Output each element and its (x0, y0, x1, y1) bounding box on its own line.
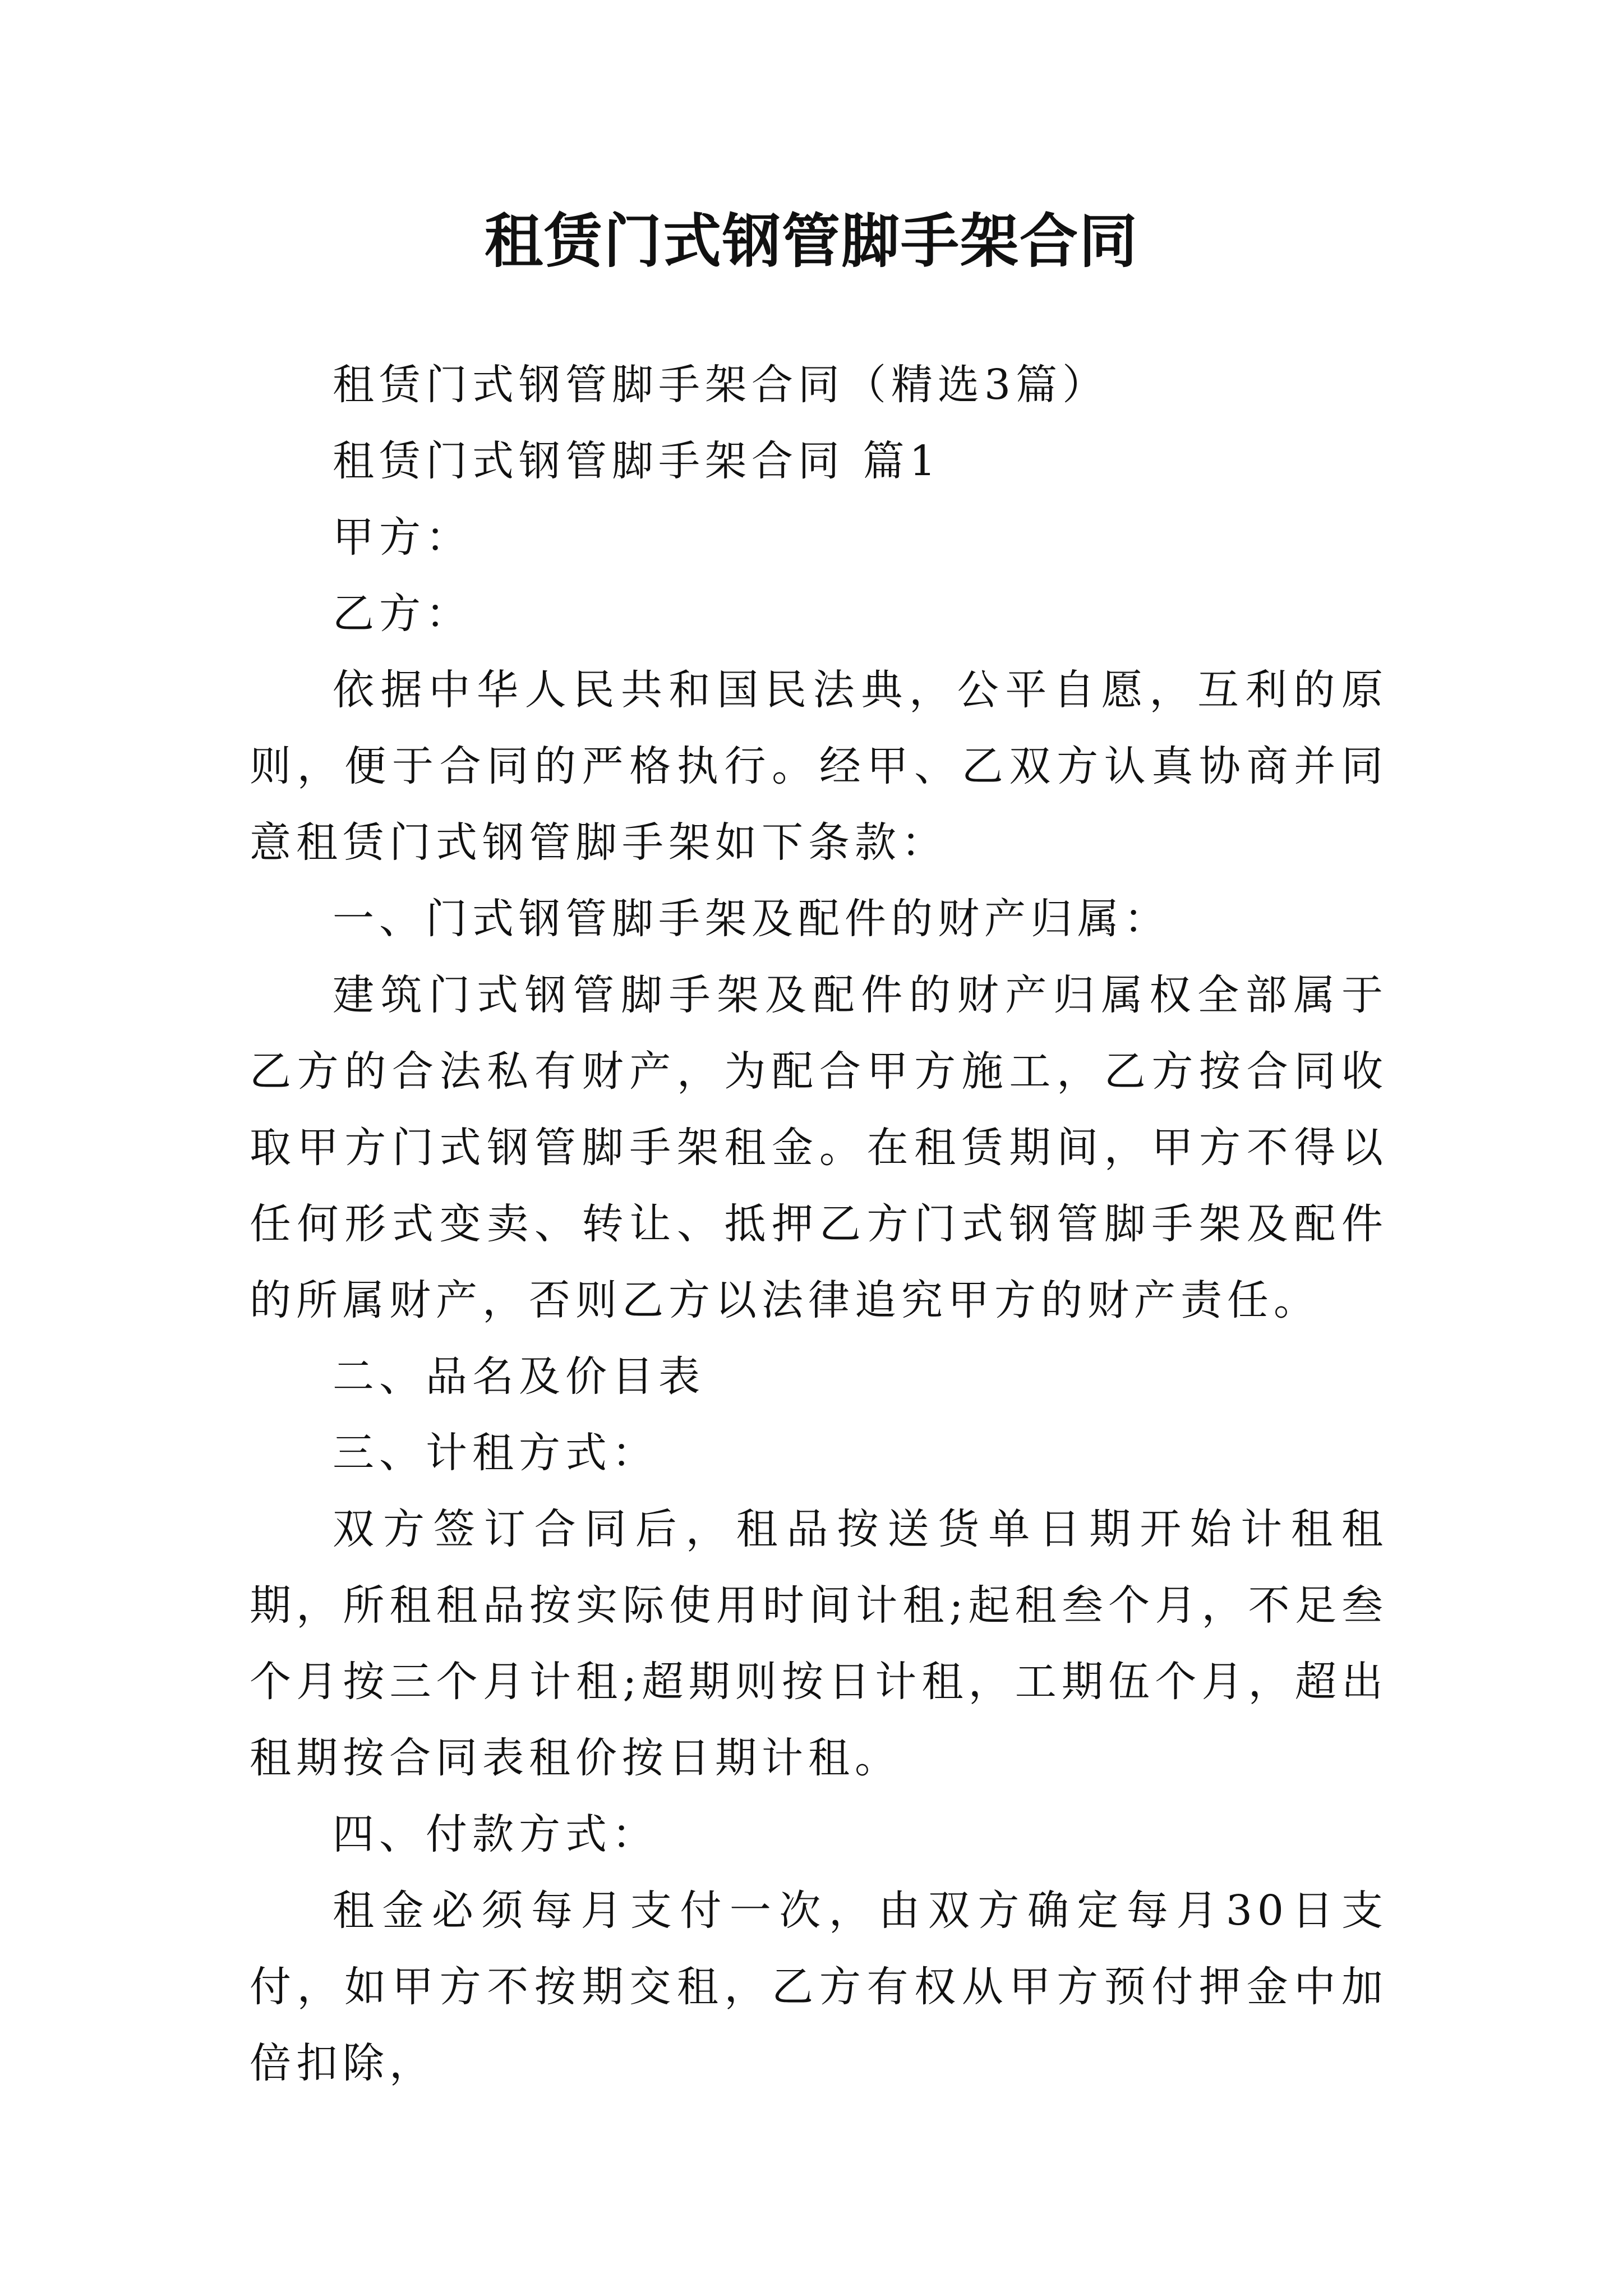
paragraph-clause-4-body: 租金必须每月支付一次，由双方确定每月30日支付，如甲方不按期交租，乙方有权从甲方预付押金中加倍扣除， (250, 1887, 1388, 2087)
paragraph-clause-2-heading: 二、品名及价目表 (333, 1352, 705, 1401)
paragraph-clause-1-heading: 一、门式钢管脚手架及配件的财产归属： (333, 895, 1170, 943)
paragraph-clause-3-body: 双方签订合同后，租品按送货单日期开始计租租期，所租租品按实际使用时间计租;起租叁个月，不足叁个月按三个月计租;超期则按日计租，工期伍个月，超出租期按合同表租价按日期计租。 (250, 1505, 1388, 1782)
document-body (250, 347, 1388, 2101)
document-title: 租赁门式钢管脚手架合同 (484, 206, 1138, 275)
paragraph-clause-3-heading: 三、计租方式： (333, 1429, 658, 1477)
paragraph-subtitle: 租赁门式钢管脚手架合同（精选3篇） (333, 361, 1109, 409)
paragraph-preamble: 依据中华人民共和国民法典，公平自愿，互利的原则，便于合同的严格执行。经甲、乙双方认真协商并同意租赁门式钢管脚手架如下条款： (250, 666, 1388, 867)
paragraph-clause-1-body: 建筑门式钢管脚手架及配件的财产归属权全部属于乙方的合法私有财产，为配合甲方施工，乙方按合同收取甲方门式钢管脚手架租金。在租赁期间，甲方不得以任何形式变卖、转让、抵押乙方门式钢管脚手架及配件的所属财产，否则乙方以法律追究甲方的财产责任。 (250, 971, 1388, 1324)
paragraph-clause-4-heading: 四、付款方式： (333, 1810, 658, 1858)
paragraph-party-a: 甲方： (333, 513, 472, 562)
paragraph-party-b: 乙方： (333, 590, 472, 638)
paragraph-section-heading: 租赁门式钢管脚手架合同 篇1 (333, 437, 941, 485)
